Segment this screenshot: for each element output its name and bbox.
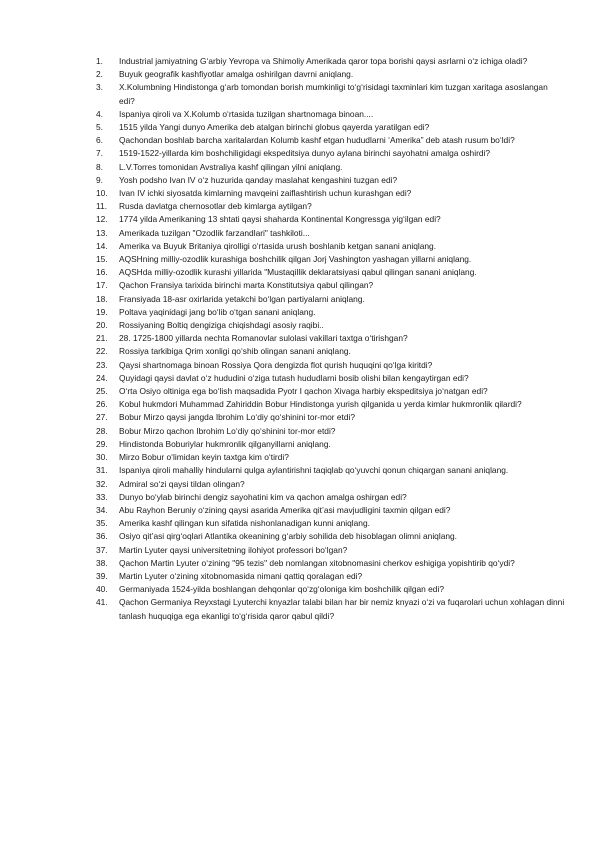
question-item — [96, 517, 565, 530]
question-text: Amerikada tuzilgan "Ozodlik farzandlari" tashkiloti... — [119, 227, 310, 238]
question-text: Martin Lyuter qaysi universitetning ilohiyot professori bo‘lgan? — [119, 544, 348, 555]
question-number: 4. — [96, 108, 103, 119]
question-item — [96, 583, 565, 596]
question-number: 23. — [96, 359, 108, 370]
question-item — [96, 108, 565, 121]
question-text: Hindistonda Boburiylar hukmronlik qilganyillarni aniqlang. — [119, 438, 331, 449]
question-text: Amerika kashf qilingan kun sifatida nishonlanadigan kunni aniqlang. — [119, 518, 370, 529]
question-text: Admiral so‘zi qaysi tildan olingan? — [119, 478, 245, 489]
question-text: Qachon Martin Lyuter o‘zining "95 tezis" deb nomlangan xitobnomasini cherkov eshigiga yopishtirib qo‘ydi? — [119, 557, 515, 568]
question-item — [96, 227, 565, 240]
question-number: 29. — [96, 438, 108, 449]
question-text: Rossiyaning Boltiq dengiziga chiqishdagi asosiy raqibi.. — [119, 320, 324, 331]
question-item — [96, 55, 565, 68]
question-number: 1. — [96, 56, 103, 66]
question-number: 9. — [96, 174, 103, 185]
question-text: Poltava yaqinidagi jang bo‘lib o‘tgan sanani aniqlang. — [119, 306, 316, 317]
question-text: Osiyo qit’asi qirg‘oqlari Atlantika okeanining g‘arbiy sohilida deb hisoblagan olimni aniqlang. — [119, 531, 457, 542]
question-item — [96, 81, 565, 107]
question-item — [96, 187, 565, 200]
question-item — [96, 425, 565, 438]
question-item — [96, 530, 565, 543]
question-text: Qachon Fransiya tarixida birinchi marta Konstitutsiya qabul qilingan? — [119, 280, 374, 291]
question-number: 18. — [96, 293, 108, 304]
question-number: 10. — [96, 188, 108, 199]
question-number: 40. — [96, 584, 108, 595]
question-text: Buyuk geografik kashfiyotlar amalga oshirilgan davrni aniqlang. — [119, 69, 354, 80]
question-number: 30. — [96, 452, 108, 463]
question-text: Qaysi shartnomaga binoan Rossiya Qora dengizda flot qurish huquqini qo‘lga kiritdi? — [119, 359, 433, 370]
question-item — [96, 478, 565, 491]
question-item — [96, 253, 565, 266]
question-number: 13. — [96, 227, 108, 238]
question-text: Abu Rayhon Beruniy o‘zining qaysi asarida Amerika qit’asi mavjudligini taxmin qilgan edi? — [119, 504, 451, 515]
question-number: 8. — [96, 161, 103, 172]
question-item — [96, 200, 565, 213]
question-number: 11. — [96, 201, 108, 212]
question-number: 33. — [96, 491, 108, 502]
question-number: 28. — [96, 425, 108, 436]
question-item — [96, 68, 565, 81]
question-number: 37. — [96, 544, 108, 555]
question-item — [96, 293, 565, 306]
question-number: 22. — [96, 346, 108, 357]
question-text: L.V.Torres tomonidan Avstraliya kashf qilingan yilni aniqlang. — [119, 161, 343, 172]
question-number: 6. — [96, 135, 103, 146]
question-number: 14. — [96, 240, 108, 251]
question-item — [96, 372, 565, 385]
question-item — [96, 121, 565, 134]
question-number: 7. — [96, 148, 103, 159]
question-number: 32. — [96, 478, 108, 489]
question-item — [96, 266, 565, 279]
question-number: 41. — [96, 597, 108, 608]
question-item — [96, 134, 565, 147]
question-text: Industrial jamiyatning G‘arbiy Yevropa va Shimoliy Amerikada qaror topa borishi qaysi asrlarni o‘z ichiga oladi? — [119, 56, 528, 66]
question-text: Ispaniya qiroli mahalliy hindularni qulga aylantirishni taqiqlab qo‘yuvchi qonun chiqargan sanani aniqlang. — [119, 465, 509, 476]
question-number: 31. — [96, 465, 108, 476]
question-item — [96, 438, 565, 451]
question-number: 5. — [96, 122, 103, 133]
question-number: 21. — [96, 333, 108, 344]
question-text: O‘rta Osiyo oltiniga ega bo‘lish maqsadida Pyotr I qachon Xivaga harbiy ekspeditsiya jo‘natgan edi? — [119, 386, 488, 397]
question-text: 1515 yilda Yangi dunyo Amerika deb atalgan birinchi globus qayerda yaratilgan edi? — [119, 122, 430, 133]
question-text: 1519-1522-yillarda kim boshchiligidagi ekspeditsiya dunyo aylana birinchi sayohatni amalga oshirdi? — [119, 148, 491, 159]
question-item — [96, 491, 565, 504]
question-text: Martin Lyuter o‘zining xitobnomasida nimani qattiq qoralagan edi? — [119, 570, 363, 581]
question-text: 28. 1725-1800 yillarda nechta Romanovlar sulolasi vakillari taxtga o‘tirishgan? — [119, 333, 408, 344]
question-item — [96, 464, 565, 477]
question-text: 1774 yilda Amerikaning 13 shtati qaysi shaharda Kontinental Kongressga yig‘ilgan edi? — [119, 214, 441, 225]
question-list — [96, 55, 565, 623]
question-text: Quyidagi qaysi davlat o‘z hududini o‘ziga tutash hududlarni bosib olishi bilan kengaytirgan edi? — [119, 372, 469, 383]
question-item — [96, 306, 565, 319]
question-number: 20. — [96, 320, 108, 331]
question-text: Bobur Mirzo qaysi jangda Ibrohim Lo‘diy qo‘shinini tor-mor etdi? — [119, 412, 356, 423]
question-item — [96, 332, 565, 345]
question-item — [96, 385, 565, 398]
question-item — [96, 398, 565, 411]
question-item — [96, 570, 565, 583]
question-item — [96, 596, 565, 622]
question-item — [96, 161, 565, 174]
question-text: AQSHning milliy-ozodlik kurashiga boshchilik qilgan Jorj Vashington yashagan yillarni aniqlang. — [119, 254, 472, 265]
question-number: 25. — [96, 386, 108, 397]
question-text: Rossiya tarkibiga Qrim xonligi qo‘shib olingan sanani aniqlang. — [119, 346, 351, 357]
question-item — [96, 174, 565, 187]
question-item — [96, 319, 565, 332]
question-number: 26. — [96, 399, 108, 410]
question-text: Bobur Mirzo qachon Ibrohim Lo‘diy qo‘shinini tor-mor etdi? — [119, 425, 336, 436]
question-item — [96, 147, 565, 160]
question-text: Germaniyada 1524-yilda boshlangan dehqonlar qo‘zg‘oloniga kim boshchilik qilgan edi? — [119, 584, 444, 595]
question-text: Qachondan boshlab barcha xaritalardan Kolumb kashf etgan hududlarni ‘Amerika” deb atash rusum bo‘ldi? — [119, 135, 515, 146]
question-item — [96, 451, 565, 464]
question-item — [96, 504, 565, 517]
question-number: 2. — [96, 69, 103, 80]
question-number: 17. — [96, 280, 108, 291]
question-number: 19. — [96, 306, 108, 317]
question-text: Amerika va Buyuk Britaniya qirolligi o‘rtasida urush boshlanib ketgan sanani aniqlang. — [119, 240, 437, 251]
question-text: Yosh podsho Ivan IV o‘z huzurida qanday maslahat kengashini tuzgan edi? — [119, 174, 398, 185]
question-number: 35. — [96, 518, 108, 529]
question-number: 38. — [96, 557, 108, 568]
question-text: Kobul hukmdori Muhammad Zahiriddin Bobur Hindistonga yurish qilganida u yerda kimlar hukmronlik qilardi? — [119, 399, 522, 410]
question-number: 24. — [96, 372, 108, 383]
question-number: 12. — [96, 214, 108, 225]
question-text: AQSHda milliy-ozodlik kurashi yillarida "Mustaqillik deklaratsiyasi qabul qilingan sanani aniqlang. — [119, 267, 477, 278]
question-item — [96, 359, 565, 372]
question-number: 27. — [96, 412, 108, 423]
question-text: Ivan IV ichki siyosatda kimlarning mavqeini zaiflashtirish uchun kurashgan edi? — [119, 188, 412, 199]
question-text: Mirzo Bobur o‘limidan keyin taxtga kim o‘tirdi? — [119, 452, 289, 463]
question-text: Dunyo bo‘ylab birinchi dengiz sayohatini kim va qachon amalga oshirgan edi? — [119, 491, 407, 502]
question-number: 34. — [96, 504, 108, 515]
question-item — [96, 240, 565, 253]
question-number: 16. — [96, 267, 108, 278]
question-text: Rusda davlatga chernosotlar deb kimlarga aytilgan? — [119, 201, 312, 212]
question-number: 15. — [96, 254, 108, 265]
question-number: 36. — [96, 531, 108, 542]
question-text: Fransiyada 18-asr oxirlarida yetakchi bo‘lgan partiyalarni aniqlang. — [119, 293, 365, 304]
question-text: Ispaniya qiroli va X.Kolumb o‘rtasida tuzilgan shartnomaga binoan.... — [119, 108, 374, 119]
question-item — [96, 213, 565, 226]
question-text: Qachon Germaniya Reyxstagi Lyuterchi knyazlar talabi bilan har bir nemiz knyazi o‘zi va fuqarolari uchun xohlagan dinni tanlash huquqiga ega ekanligi to‘g‘risida qaror qabul qildi? — [119, 597, 565, 621]
question-text: X.Kolumbning Hindistonga g‘arb tomondan borish mumkinligi to‘g‘risidagi taxminlari kim tuzgan xaritaga asoslangan edi? — [119, 82, 548, 106]
question-item — [96, 345, 565, 358]
question-number: 39. — [96, 570, 108, 581]
question-item — [96, 544, 565, 557]
question-number: 3. — [96, 82, 103, 93]
question-item — [96, 279, 565, 292]
question-item — [96, 557, 565, 570]
question-item — [96, 411, 565, 424]
